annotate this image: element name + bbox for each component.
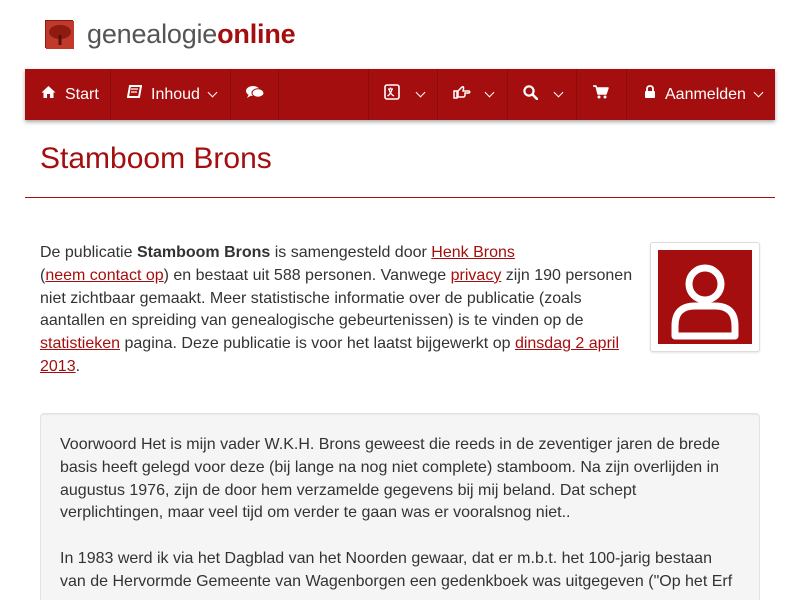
nav-aanmelden[interactable] (627, 69, 775, 120)
nav-cart[interactable] (577, 69, 627, 120)
nav-start-label: Start (65, 85, 99, 103)
foreword-panel (40, 413, 760, 600)
author-avatar-frame[interactable] (650, 242, 760, 352)
intro-text-3: ( (40, 266, 46, 284)
title-divider (25, 197, 775, 198)
nav-aanmelden-label: Aanmelden (665, 85, 746, 103)
contact-link[interactable]: neem contact op (45, 266, 164, 284)
statistics-link[interactable]: statistieken (40, 335, 121, 353)
user-avatar-icon (658, 250, 752, 344)
search-icon (523, 85, 538, 105)
privacy-link[interactable]: privacy (450, 266, 502, 284)
chevron-down-icon (754, 88, 764, 98)
intro-text-6: pagina. Deze publicatie is voor het laatst bijgewerkt op (120, 335, 515, 353)
nav-chat[interactable] (231, 69, 279, 120)
chevron-down-icon (208, 88, 218, 98)
chevron-down-icon (554, 88, 564, 98)
hand-pointing-icon (453, 85, 471, 104)
nav-inhoud-label: Inhoud (151, 85, 200, 103)
intro-text-1: De publicatie (40, 244, 137, 261)
chevron-down-icon (416, 88, 426, 98)
page-title: Stamboom Brons (40, 142, 272, 175)
nav-inhoud[interactable] (111, 69, 231, 120)
chevron-down-icon (485, 88, 495, 98)
nav-hand[interactable] (438, 69, 508, 120)
site-header (0, 0, 800, 69)
foreword-paragraph-2: In 1983 werd ik via het Dagblad van het Noorden gewaar, dat er m.b.t. het 100-jarig bestaan van de Hervormde Gemeente van Wagenborgen een gedenkboek was uitgegeven ("Op het Erf (60, 550, 733, 590)
shopping-cart-icon (593, 85, 609, 104)
main-navbar (25, 69, 775, 120)
comments-icon (246, 85, 264, 104)
brand-logo[interactable] (87, 17, 295, 51)
home-icon (41, 85, 56, 104)
publication-intro (40, 242, 640, 379)
author-link[interactable]: Henk Brons (431, 244, 515, 261)
intro-text-5: zijn 190 personen niet zichtbaar gemaakt. Meer statistische informatie over de publicatie (zoals aantallen en spreiding van genealogische gebeurtenissen) is te vinden op de (40, 266, 633, 330)
lock-icon (644, 85, 656, 104)
nav-search[interactable] (508, 69, 577, 120)
intro-text-4: ) en bestaat uit 588 personen. Vanwege (163, 266, 451, 284)
nav-start[interactable] (25, 69, 111, 120)
brand-part1: genealogie (87, 19, 218, 49)
publication-name: Stamboom Brons (136, 244, 271, 261)
nav-language[interactable] (369, 69, 438, 120)
nav-spacer (279, 69, 369, 120)
language-icon (384, 84, 400, 105)
brand-part2: online (217, 19, 296, 49)
last-updated-link[interactable]: dinsdag 2 april 2013 (40, 335, 620, 375)
foreword-paragraph-1: Voorwoord Het is mijn vader W.K.H. Brons geweest die reeds in de zeventiger jaren de brede basis heeft gelegd voor deze (bij lange na nog niet complete) stamboom. Na zijn overlijden in augustus 1976, zijn de door hem verzamelde gegevens bij mij beland. Dat schept verplichtingen, maar veel tijd om verder te gaan was er vooralsnog niet.. (60, 436, 720, 522)
family-tree-icon[interactable] (45, 20, 73, 48)
book-icon (127, 85, 142, 104)
intro-text-2: is samengesteld door (270, 244, 432, 261)
intro-text-7: . (75, 357, 81, 375)
